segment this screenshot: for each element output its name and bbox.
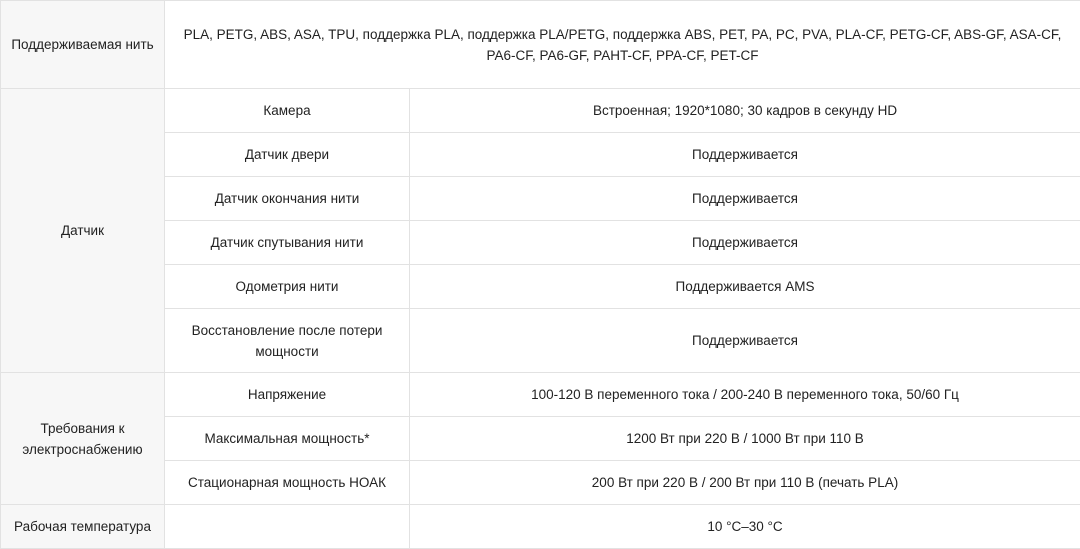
sensor-runout-value: Поддерживается — [410, 177, 1080, 221]
sensor-recovery-name: Восстановление после потери мощности — [165, 309, 410, 373]
power-steady-value: 200 Вт при 220 В / 200 Вт при 110 В (печать PLA) — [410, 461, 1080, 505]
table-row-sensor-camera — [1, 89, 1080, 133]
sensor-tangle-name: Датчик спутывания нити — [165, 221, 410, 265]
power-max-name: Максимальная мощность* — [165, 417, 410, 461]
power-label: Требования к электроснабжению — [1, 373, 165, 505]
temperature-label: Рабочая температура — [1, 505, 165, 549]
sensor-odometry-name: Одометрия нити — [165, 265, 410, 309]
sensor-label: Датчик — [1, 89, 165, 373]
filament-value: PLA, PETG, ABS, ASA, TPU, поддержка PLA, поддержка PLA/PETG, поддержка ABS, PET, PA, PC, PVA, PLA-CF, PETG-CF, ABS-GF, ASA-CF, PA6-CF, PA6-GF, PAHT-CF, PPA-CF, PET-CF — [165, 1, 1080, 89]
sensor-camera-value: Встроенная; 1920*1080; 30 кадров в секунду HD — [410, 89, 1080, 133]
sensor-tangle-value: Поддерживается — [410, 221, 1080, 265]
sensor-door-value: Поддерживается — [410, 133, 1080, 177]
sensor-recovery-value: Поддерживается — [410, 309, 1080, 373]
power-voltage-name: Напряжение — [165, 373, 410, 417]
filament-label: Поддерживаемая нить — [1, 1, 165, 89]
power-max-value: 1200 Вт при 220 В / 1000 Вт при 110 В — [410, 417, 1080, 461]
table-row-filament — [1, 1, 1080, 89]
power-steady-name: Стационарная мощность НОАК — [165, 461, 410, 505]
sensor-odometry-value: Поддерживается AMS — [410, 265, 1080, 309]
sensor-door-name: Датчик двери — [165, 133, 410, 177]
sensor-runout-name: Датчик окончания нити — [165, 177, 410, 221]
sensor-camera-name: Камера — [165, 89, 410, 133]
temperature-value: 10 °C–30 °C — [410, 505, 1080, 549]
table-row-power-voltage — [1, 373, 1080, 417]
power-voltage-value: 100-120 В переменного тока / 200-240 В переменного тока, 50/60 Гц — [410, 373, 1080, 417]
